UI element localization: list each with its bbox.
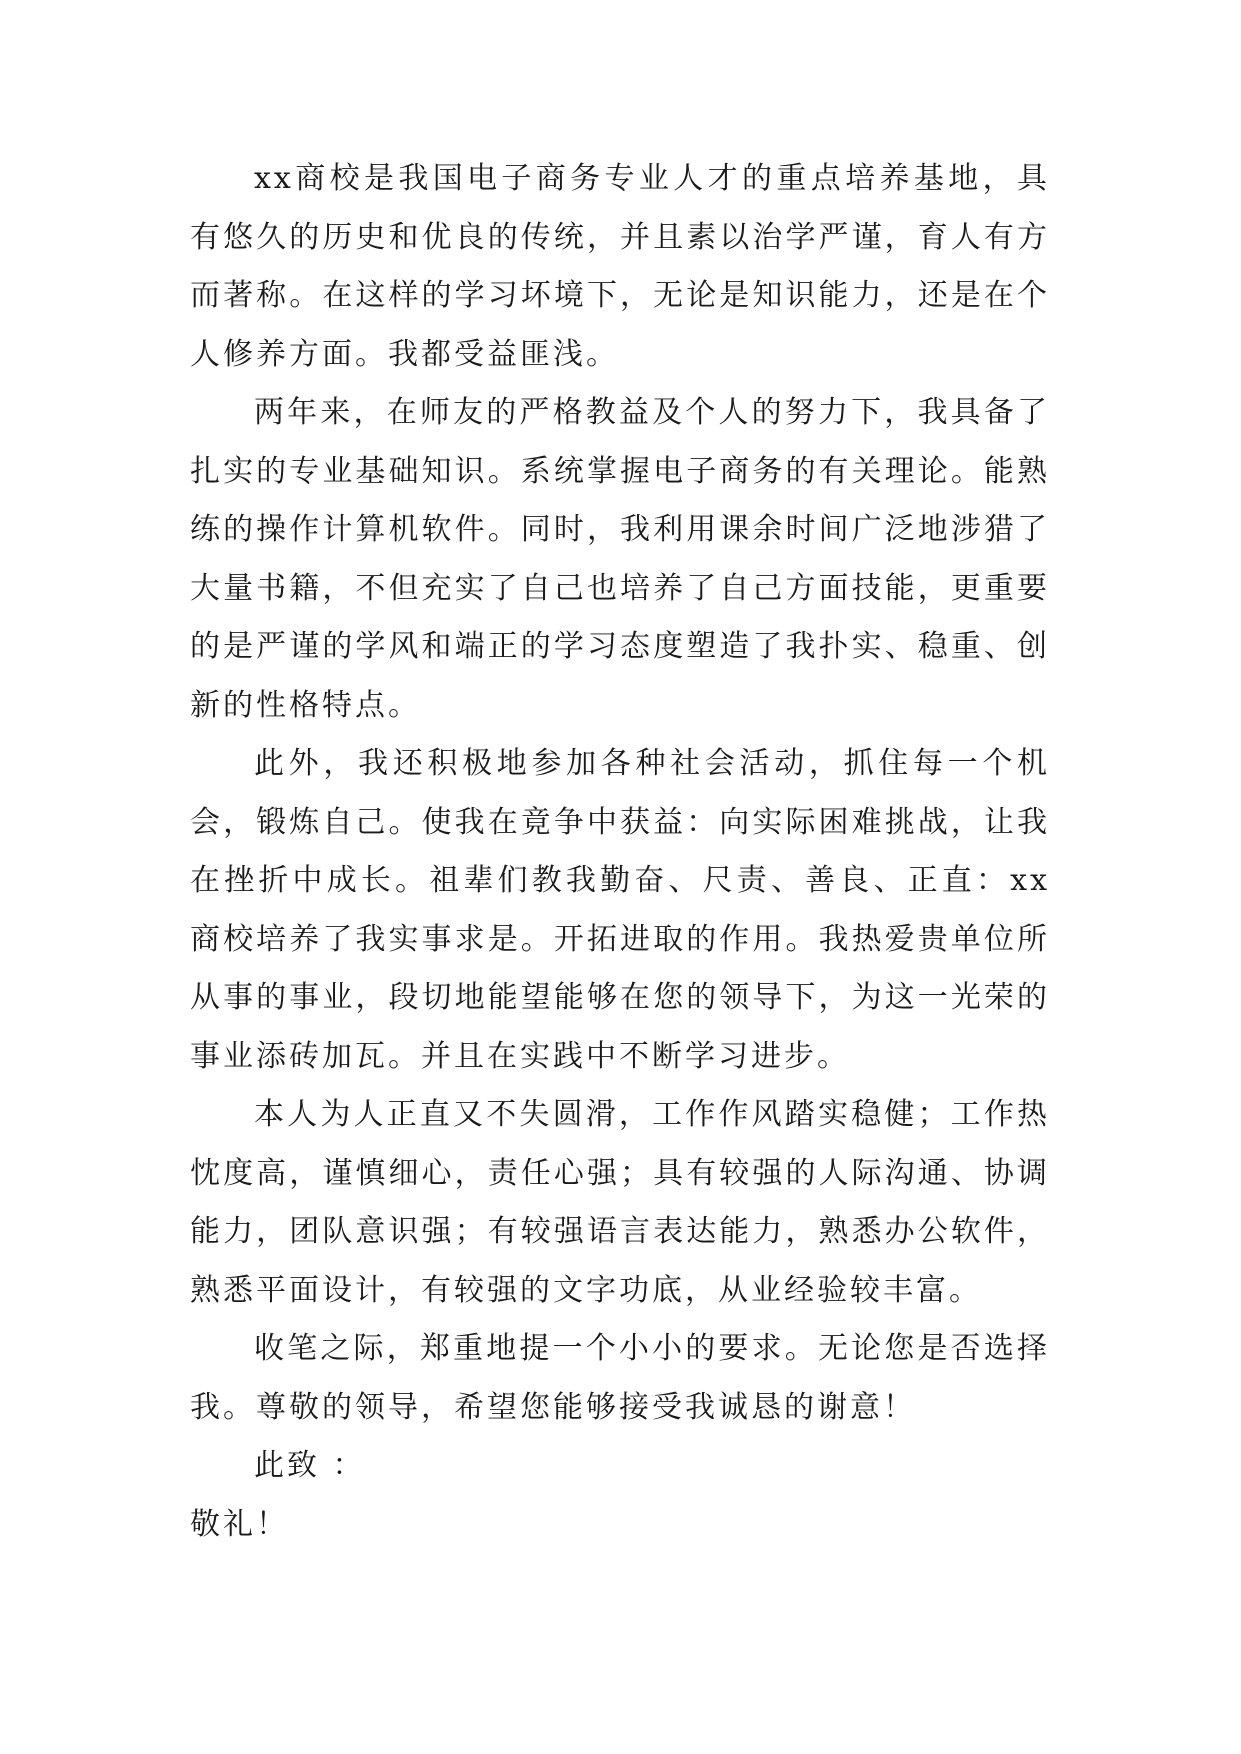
paragraph-school-intro: xx商校是我国电子商务专业人才的重点培养基地，具有悠久的历史和优良的传统，并且素以治学严谨，育人有方而著称。在这样的学习坏境下，无论是知识能力，还是在个人修养方面。我都受益匪浅。 xyxy=(190,161,1050,372)
paragraph-study-experience: 两年来，在师友的严格教益及个人的努力下，我具备了扎实的专业基础知识。系统掌握电子商务的有关理论。能熟练的操作计算机软件。同时，我利用课余时间广泛地涉猎了大量书籍，不但充实了自己也培养了自己方面技能，更重要的是严谨的学风和端正的学习态度塑造了我扑实、稳重、创新的性格特点。 xyxy=(190,395,1050,723)
paragraph-personal-qualities: 本人为人正直又不失圆滑，工作作风踏实稳健；工作热忱度高，谨慎细心，责任心强；具有较强的人际沟通、协调能力，团队意识强；有较强语言表达能力，熟悉办公软件，熟悉平面设计，有较强的文字功底，从业经验较丰富。 xyxy=(190,1097,1050,1308)
letter-body xyxy=(190,150,1050,1554)
paragraph-social-activities: 此外，我还积极地参加各种社会活动，抓住每一个机会，锻炼自己。使我在竟争中获益：向实际困难挑战，让我在挫折中成长。祖辈们教我勤奋、尺责、善良、正直：xx商校培养了我实事求是。开拓进取的作用。我热爱贵单位所从事的事业，段切地能望能够在您的领导下，为这一光荣的事业添砖加瓦。并且在实践中不断学习进步。 xyxy=(190,746,1050,1074)
paragraph-closing-request: 收笔之际，郑重地提一个小小的要求。无论您是否选择我。尊敬的领导，希望您能够接受我诚恳的谢意！ xyxy=(190,1331,1050,1425)
closing-phrase: 此致 ： xyxy=(254,1448,366,1483)
salutation: 敬礼！ xyxy=(190,1506,289,1542)
